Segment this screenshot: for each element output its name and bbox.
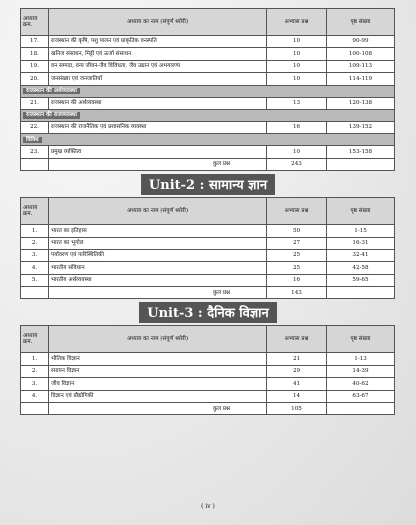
total-label: कुल प्रश्न bbox=[49, 158, 267, 170]
total-label: कुल प्रश्न bbox=[49, 287, 267, 299]
header-questions: अभ्यास प्रश्न bbox=[267, 198, 327, 225]
table-row: 3. जीव विज्ञान 41 40-62 bbox=[21, 378, 395, 390]
table-row: 23. प्रमुख व्यक्तित्व 10 153-158 bbox=[21, 146, 395, 158]
table-row: 18. खनिज संसाधन, मिट्टी एवं ऊर्जा संसाधन 10 100-108 bbox=[21, 48, 395, 60]
unit-2-title: Unit-2 : सामान्य ज्ञान bbox=[141, 174, 275, 195]
header-chapter-name: अध्याय का नाम (संपूर्ण थ्योरी) bbox=[49, 326, 267, 353]
table-row: 21. राजस्थान की अर्थव्यवस्था 13 120-138 bbox=[21, 97, 395, 109]
table-row: 4. भारतीय संविधान 25 42-58 bbox=[21, 262, 395, 274]
total-row bbox=[21, 158, 395, 170]
contents-table-unit1 bbox=[20, 8, 395, 171]
unit-2-banner bbox=[20, 174, 396, 195]
header-pages: पृष्ठ संख्या bbox=[327, 9, 395, 36]
table-row: 2. रसायन विज्ञान 29 14-39 bbox=[21, 365, 395, 377]
header-chapter-name: अध्याय का नाम (संपूर्ण थ्योरी) bbox=[49, 9, 267, 36]
header-chapter-no: अध्याय क्रम. bbox=[21, 198, 49, 225]
unit-3-banner bbox=[20, 302, 396, 323]
table-row: 1. भारत का इतिहास 50 1-15 bbox=[21, 225, 395, 237]
table-row: 20. जनसंख्या एवं जनजातियाँ 10 114-119 bbox=[21, 73, 395, 85]
header-questions: अभ्यास प्रश्न bbox=[267, 326, 327, 353]
table-row: 1. भौतिक विज्ञान 21 1-13 bbox=[21, 353, 395, 365]
total-value: 105 bbox=[267, 403, 327, 415]
header-questions: अभ्यास प्रश्न bbox=[267, 9, 327, 36]
header-chapter-no: अध्याय क्रम. bbox=[21, 326, 49, 353]
table-row: 2. भारत का भूगोल 27 16-31 bbox=[21, 237, 395, 249]
table-row: 3. पर्यावरण एवं पारिस्थितिकी 25 32-41 bbox=[21, 249, 395, 261]
header-chapter-no: अध्याय क्रम. bbox=[21, 9, 49, 36]
total-value: 143 bbox=[267, 287, 327, 299]
section-heading-economy: राजस्थान की अर्थव्यवस्था bbox=[21, 85, 395, 97]
contents-table-unit2 bbox=[20, 197, 395, 299]
header-chapter-name: अध्याय का नाम (संपूर्ण थ्योरी) bbox=[49, 198, 267, 225]
total-label: कुल प्रश्न bbox=[49, 403, 267, 415]
page-number: ( iv ) bbox=[201, 503, 215, 510]
total-row bbox=[21, 403, 395, 415]
header-pages: पृष्ठ संख्या bbox=[327, 326, 395, 353]
header-pages: पृष्ठ संख्या bbox=[327, 198, 395, 225]
contents-table-unit3 bbox=[20, 325, 395, 415]
total-value: 243 bbox=[267, 158, 327, 170]
table-row: 5. भारतीय अर्थव्यवस्था 16 59-65 bbox=[21, 274, 395, 286]
total-row bbox=[21, 287, 395, 299]
table-row: 17. राजस्थान की कृषि, पशु पालन एवं प्राकृतिक वनस्पति 10 90-99 bbox=[21, 36, 395, 48]
unit-3-title: Unit-3 : दैनिक विज्ञान bbox=[139, 302, 277, 323]
contents-page bbox=[20, 8, 396, 415]
section-heading-polity: राजस्थान की राजव्यवस्था bbox=[21, 109, 395, 121]
table-row: 19. वन सम्पदा, वन्य जीवन-जैव विविधता, जैव उद्यान एवं अभयारण्य 10 109-113 bbox=[21, 60, 395, 72]
table-row: 22. राजस्थान की राजनैतिक एवं प्रशासनिक व्यवस्था 16 139-152 bbox=[21, 121, 395, 133]
table-row: 4. विज्ञान एवं प्रौद्योगिकी 14 63-67 bbox=[21, 390, 395, 402]
section-heading-misc: विविध bbox=[21, 134, 395, 146]
